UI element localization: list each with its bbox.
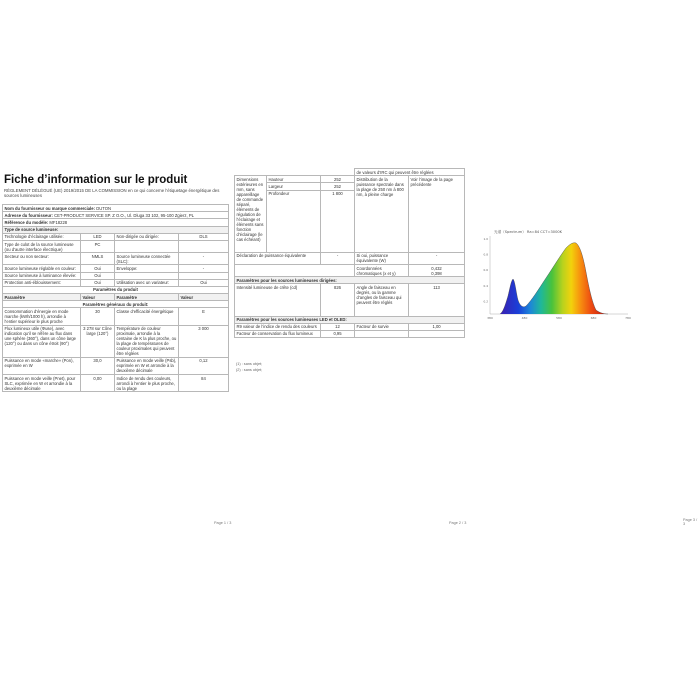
x-tick-label: 680	[590, 316, 597, 320]
table-row	[3, 212, 229, 219]
type-header: Type de source lumineuse:	[3, 226, 229, 233]
directed-header: Paramètres pour les sources lumineuses dirigées:	[235, 277, 465, 284]
param-value: Oui	[179, 279, 229, 286]
spectrum-value: Voir l’image de la page précédente	[409, 176, 465, 253]
param-value: 3 000	[179, 325, 229, 357]
footnote: (1) : sans objet;	[236, 362, 263, 366]
table-row	[235, 316, 465, 323]
supplier-label: Nom du fournisseur ou marque commerciale:	[4, 205, 96, 211]
table-row	[235, 277, 465, 284]
param-value: Oui	[81, 272, 115, 279]
flux-maintenance-label: Facteur de conservation du flux lumineux	[235, 330, 321, 337]
param-value	[179, 272, 229, 279]
general-header: Paramètres généraux du produit:	[3, 301, 229, 308]
type-rows	[3, 233, 229, 286]
regulation-intro: RÈGLEMENT DÉLÉGUÉ (UE) 2019/2015 DE LA COMMISSION en ce qui concerne l’étiquetage énergétique des sources lumineuses	[4, 188, 220, 199]
product-info-table	[2, 204, 229, 392]
param-value: Oui	[81, 279, 115, 286]
y-tick-labels	[484, 237, 489, 303]
dim-value: 252	[321, 176, 355, 183]
table-row	[3, 265, 229, 272]
param-value: 3 278 sur Cône large (120°)	[81, 325, 115, 357]
param-label: Source lumineuse à luminance élevée:	[3, 272, 81, 279]
dim-label: Largeur	[267, 183, 321, 190]
col-header: Valeur	[81, 294, 115, 301]
dim-label: Hauteur	[267, 176, 321, 183]
param-value: 30,0	[81, 357, 115, 374]
table-row	[3, 325, 229, 357]
table-row	[3, 286, 229, 293]
param-label: Secteur ou non secteur:	[3, 253, 81, 265]
equiv-label: Déclaration de puissance équivalente	[235, 252, 321, 264]
beam-angle-label: Angle de faisceau en degrés, ou la gamme d’angles de faisceau qui peuvent être réglés	[355, 284, 409, 316]
param-value: LED	[81, 233, 115, 240]
param-label: Protection anti-éblouissement:	[3, 279, 81, 286]
r9-value: 12	[321, 323, 355, 330]
table-row	[235, 176, 465, 183]
y-tick-label: 0.6	[483, 268, 488, 273]
table-row	[235, 330, 465, 337]
param-label: Consommation d’énergie en mode marche (kWh/1000 h), arrondie à l’entier supérieur le plus proche	[3, 308, 81, 325]
survival-value: 1,00	[409, 323, 465, 330]
param-value: E	[179, 308, 229, 325]
page-1	[0, 168, 232, 530]
spectrum-curve	[500, 243, 608, 314]
y-tick-label: 0.8	[483, 252, 488, 257]
survival-label: Facteur de survie	[355, 323, 409, 330]
table-row	[3, 301, 229, 308]
address-value: CET-PRODUCT SERVICE SP. Z O.O., Ul. Dluga 33 102, 95-100 Zgierz, PL	[54, 212, 194, 218]
table-row	[3, 226, 229, 233]
param-value: -	[179, 253, 229, 265]
table-row	[3, 279, 229, 286]
flux-maintenance-value: 0,95	[321, 330, 355, 337]
table-row	[3, 272, 229, 279]
dim-label: Profondeur	[267, 190, 321, 252]
x-tick-label: 380	[487, 316, 493, 320]
x-tick-label: 580	[556, 316, 562, 320]
table-row	[235, 284, 465, 316]
r9-label: R9 valeur de l’indice de rendu des couleurs	[235, 323, 321, 330]
col-header: Paramètre	[115, 294, 179, 301]
param-value: NMLS	[81, 253, 115, 265]
param-value	[179, 240, 229, 252]
peak-intensity-label: Intensité lumineuse de crête (cd)	[235, 284, 321, 316]
param-label: Classe d’efficacité énergétique	[115, 308, 179, 325]
x-tick-labels	[487, 316, 631, 320]
col-header: Valeur	[179, 294, 229, 301]
page-2	[232, 168, 468, 530]
param-label	[115, 272, 179, 279]
col-header: Paramètre	[3, 294, 81, 301]
param-label: Non-dirigée ou dirigée:	[115, 233, 179, 240]
y-tick-label: 0.2	[483, 299, 488, 304]
params-header: Paramètres du produit	[3, 286, 229, 293]
model-value: MF18228	[49, 219, 68, 225]
page-number: Page 3 / 3	[683, 518, 698, 526]
param-label: Utilisation avec un variateur:	[115, 279, 179, 286]
param-value: 30	[81, 308, 115, 325]
x-tick-label: 480	[521, 316, 528, 320]
page-3	[468, 168, 700, 530]
chroma-x: 0,432	[431, 265, 442, 271]
param-value: DLS	[179, 233, 229, 240]
led-header: Paramètres pour les sources lumineuses LED et OLED:	[235, 316, 465, 323]
peak-intensity-value: 826	[321, 284, 355, 316]
dim-value: 1 800	[321, 190, 355, 252]
param-value: 0,12	[179, 357, 229, 374]
beam-angle-value: 113	[409, 284, 465, 316]
table-row	[3, 308, 229, 325]
chroma-y: 0,398	[431, 270, 442, 276]
table-row	[235, 323, 465, 330]
param-label: Puissance en mode «marche» (Pon), exprimée en W	[3, 357, 81, 374]
chroma-label: Coordonnées chromatiques (x et y)	[355, 264, 409, 276]
param-label: Température de couleur proximale, arrondie à la centaine de K la plus proche, ou la plage de températures de couleur proximales qui peuvent être réglées	[115, 325, 179, 357]
param-label: Technologie d’éclairage utilisée:	[3, 233, 81, 240]
page-number: Page 1 / 3	[214, 521, 232, 525]
spectrum-label: Distribution de la puissance spectrale dans la plage de 250 nm à 800 nm, à pleine charge	[355, 176, 409, 253]
table-row	[3, 375, 229, 392]
param-label: Source lumineuse connectée (SLC):	[115, 253, 179, 265]
dims-label: Dimensions extérieures en mm, sans appareillage de commande séparé, éléments de régulation de l’éclairage et éléments sans fonction d’éclairage (le cas échéant)	[235, 176, 267, 253]
equiv-value: -	[321, 252, 355, 264]
param-value: -	[179, 265, 229, 272]
irc-note: de valeurs d’IRC qui peuvent être réglées	[355, 169, 465, 176]
model-label: Référence du modèle:	[4, 219, 49, 225]
table-row	[3, 253, 229, 265]
table-row	[235, 252, 465, 264]
table-row	[3, 233, 229, 240]
dim-value: 252	[321, 183, 355, 190]
footnote: (2) : sans objet;	[236, 368, 263, 372]
equiv-power-label: Si oui, puissance équivalente (W)	[355, 252, 409, 264]
param-value: 0,00	[81, 375, 115, 392]
table-row	[3, 294, 229, 301]
y-tick-label: 1.0	[483, 237, 488, 241]
param-label: Flux lumineux utile (Φuse), avec indication qu’il se réfère au flux dans une sphère (360°), dans un cône large (120°) ou dans un cône étroit (90°)	[3, 325, 81, 357]
y-tick-label: 0.4	[483, 283, 488, 288]
supplier-value: DUTON	[96, 205, 112, 211]
param-value: Oui	[81, 265, 115, 272]
param-label: Puissance en mode veille (Psb), exprimée en W et arrondie à la deuxième décimale	[115, 357, 179, 374]
param-label: Source lumineuse réglable en couleur:	[3, 265, 81, 272]
table-row	[235, 264, 465, 276]
param-label: Type de culot de la source lumineuse (ou d’autre interface électrique)	[3, 240, 81, 252]
param-value: 84	[179, 375, 229, 392]
table-row	[3, 205, 229, 212]
param-label: Indice de rendu des couleurs, arrondi à l’entier le plus proche, ou la plage	[115, 375, 179, 392]
x-tick-label: 780	[625, 316, 631, 320]
table-row	[3, 357, 229, 374]
table-row	[235, 169, 465, 176]
param-label: Enveloppe:	[115, 265, 179, 272]
spectrum-chart	[478, 226, 632, 324]
product-info-table-continued	[234, 168, 465, 338]
equiv-power-value: -	[409, 252, 465, 264]
spectrum-header: 光谱（Spectrum） Ra=84 CCT=3000K	[494, 230, 563, 234]
param-label: Puissance en mode veille (Pnet), pour SLC, exprimée en W et arrondie à la deuxième décimale	[3, 375, 81, 392]
page-number: Page 2 / 3	[449, 521, 467, 525]
page-title: Fiche d’information sur le produit	[4, 174, 188, 186]
table-row	[3, 240, 229, 252]
table-row	[3, 219, 229, 226]
param-value: PC	[81, 240, 115, 252]
address-label: Adresse du fournisseur:	[4, 212, 53, 218]
general-rows	[3, 308, 229, 392]
param-label	[115, 240, 179, 252]
